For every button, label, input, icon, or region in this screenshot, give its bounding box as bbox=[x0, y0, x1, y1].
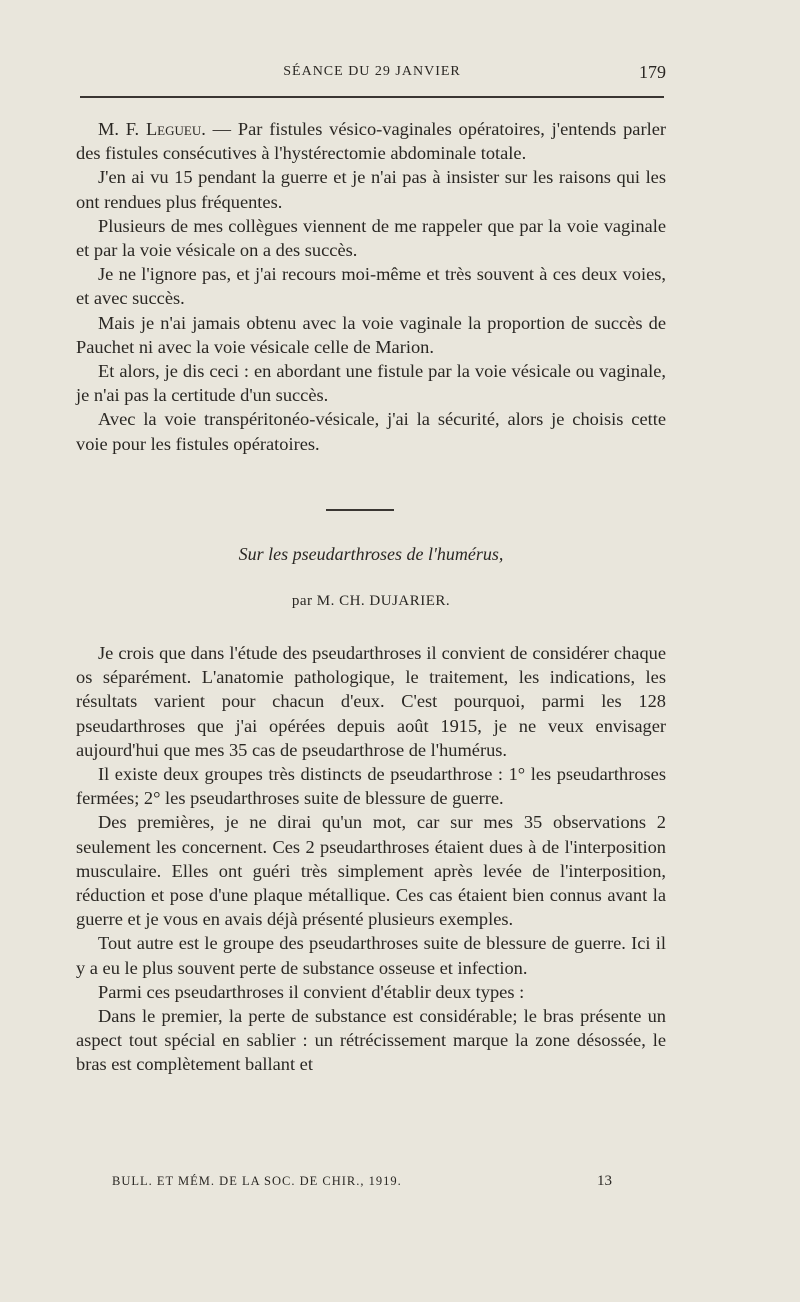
discussion-paragraph: M. F. Legueu. — Par fistules vésico-vaginales opératoires, j'entends parler des fistules consécutives à l'hystérectomie abdominale totale. bbox=[76, 119, 666, 164]
page-header bbox=[78, 62, 666, 86]
discussion-paragraph: Avec la voie transpéritonéo-vésicale, j'ai la sécurité, alors je choisis cette voie pour les fistules opératoires. bbox=[76, 409, 666, 454]
signature-mark: 13 bbox=[597, 1173, 612, 1189]
discussion-paragraph: Plusieurs de mes collègues viennent de me rappeler que par la voie vaginale et par la voie vésicale on a des succès. bbox=[76, 215, 666, 261]
section-separator bbox=[326, 509, 394, 511]
article-paragraph: Il existe deux groupes très distincts de pseudarthrose : 1° les pseudarthroses fermées; 2° les pseudarthroses suite de blessure de guerre. bbox=[76, 764, 666, 809]
article-paragraph: Parmi ces pseudarthroses il convient d'établir deux types : bbox=[98, 981, 525, 1002]
discussion-paragraph: Je ne l'ignore pas, et j'ai recours moi-même et très souvent à ces deux voies, et avec succès. bbox=[76, 264, 666, 309]
article-body bbox=[76, 641, 666, 1077]
discussion-paragraph: Mais je n'ai jamais obtenu avec la voie vaginale la proportion de succès de Pauchet ni avec la voie vésicale celle de Marion. bbox=[76, 312, 666, 357]
article-title: Sur les pseudarthroses de l'humérus, bbox=[238, 544, 504, 564]
article-paragraph: Des premières, je ne dirai qu'un mot, car sur mes 35 observations 2 seulement les concernent. Ces 2 pseudarthroses étaient dues à de l'interposition musculaire. Elles ont guéri très simplement après levée de l'interposition, réduction et pose d'une plaque métallique. Ces cas étaient bien connus avant la guerre et je vous en avais déjà présenté plusieurs exemples. bbox=[76, 812, 666, 930]
article-paragraph: Dans le premier, la perte de substance est considérable; le bras présente un aspect tout spécial en sablier : un rétrécissement marque la zone désossée, le bras est complètement ballant et bbox=[76, 1006, 666, 1075]
article-byline: par M. CH. DUJARIER. bbox=[291, 593, 451, 609]
page-number: 179 bbox=[639, 62, 666, 82]
header-rule bbox=[80, 96, 664, 98]
discussion-paragraph: Et alors, je dis ceci : en abordant une fistule par la voie vésicale ou vaginale, je n'ai pas la certitude d'un succès. bbox=[76, 361, 666, 406]
discussion-section bbox=[76, 117, 666, 456]
footer-citation: BULL. ET MÉM. DE LA SOC. DE CHIR., 1919. bbox=[112, 1174, 402, 1188]
page-footer bbox=[112, 1174, 612, 1194]
article-paragraph: Tout autre est le groupe des pseudarthroses suite de blessure de guerre. Ici il y a eu le plus souvent perte de substance osseuse et infection. bbox=[76, 933, 666, 978]
speaker-name: M. F. Legueu. bbox=[98, 119, 206, 139]
discussion-paragraph: J'en ai vu 15 pendant la guerre et je n'ai pas à insister sur les raisons qui les ont rendues plus fréquentes. bbox=[76, 167, 666, 212]
running-title: SÉANCE DU 29 JANVIER bbox=[283, 64, 461, 79]
article-paragraph: Je crois que dans l'étude des pseudarthroses il convient de considérer chaque os séparément. L'anatomie pathologique, le traitement, les indications, les résultats varient pour chacun d'eux. C'est pourquoi, parmi les 128 pseudarthroses que j'ai opérées depuis août 1915, je ne veux envisager aujourd'hui que mes 35 cas de pseudarthrose de l'humérus. bbox=[76, 643, 666, 760]
